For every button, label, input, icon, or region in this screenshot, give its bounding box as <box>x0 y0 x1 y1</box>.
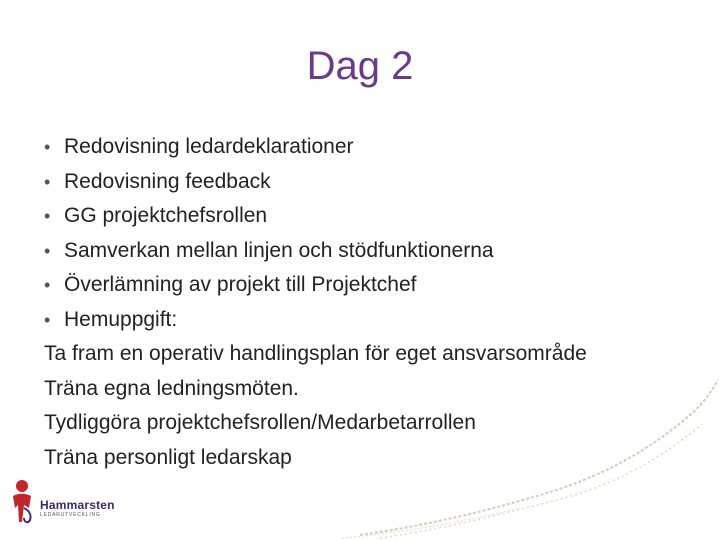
bullet-dot-icon: • <box>44 206 51 226</box>
bullet-item <box>44 234 704 269</box>
bullet-item <box>44 303 704 338</box>
bullet-text: GG projektchefsrollen <box>64 204 268 227</box>
bullet-item <box>44 199 704 234</box>
bullet-dot-icon: • <box>44 240 51 261</box>
logo-name: Hammarsten <box>40 498 115 512</box>
bullet-text: Redovisning feedback <box>64 169 271 193</box>
body-line: Tydliggöra projektchefsrollen/Medarbetarrollen <box>44 411 476 434</box>
hammarsten-logo <box>10 478 114 528</box>
bullet-dot-icon: • <box>44 171 51 192</box>
bullet-list <box>44 130 704 337</box>
bullet-text: Redovisning ledardeklarationer <box>64 135 354 158</box>
slide-title: Dag 2 <box>306 44 414 88</box>
bullet-dot-icon: • <box>44 309 51 330</box>
bullet-text: Samverkan mellan linjen och stödfunktionerna <box>64 238 494 262</box>
bullet-dot-icon: • <box>44 137 51 157</box>
bullet-item <box>44 165 704 200</box>
bullet-text: Överlämning av projekt till Projektchef <box>64 273 417 296</box>
logo-tagline: LEDARUTVECKLING <box>40 512 101 518</box>
body-line: Träna egna ledningsmöten. <box>44 376 299 400</box>
bullet-text: Hemuppgift: <box>64 307 178 331</box>
person-figure-icon <box>10 478 40 526</box>
bullet-item <box>44 268 704 303</box>
body-line: Träna personligt ledarskap <box>44 445 292 469</box>
body-line: Ta fram en operativ handlingsplan för eget ansvarsområde <box>44 342 587 365</box>
bullet-dot-icon: • <box>44 275 51 295</box>
decorative-swoosh <box>340 360 720 540</box>
bullet-item <box>44 130 704 165</box>
